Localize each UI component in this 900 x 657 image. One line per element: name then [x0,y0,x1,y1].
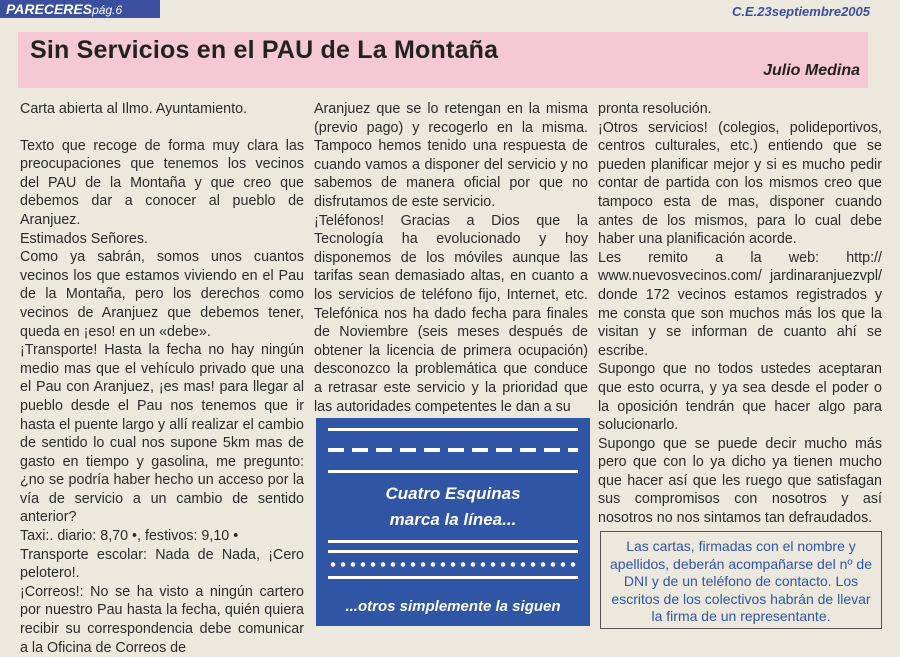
article-author: Julio Medina [763,62,860,79]
section-name: PARECERES [6,1,93,17]
paragraph: Supongo que se puede decir mucho más pero que con lo ya dicho ya tienen mucho que hacer así que les ruego que satisfagan sus compromisos con nosotros y así nosotros no nos sintamos tan defraudados. [598,435,882,527]
promo-rule [328,470,578,473]
paragraph: Estimados Señores. [20,230,148,247]
paragraph: Aranjuez que se lo retengan en la misma (previo pago) y recogerlo en la misma. Tampoco hemos tenido una respuesta de cuando vamos a disponer del servicio y no sabemos de manera oficial por que no disfrutamos de este servicio. [314,101,588,210]
editorial-note: Las cartas, firmadas con el nombre y apellidos, deberán acompañarse del nº de DNI y de un teléfono de contacto. Los escritos de los colectivos habrán de llevar la firma de un representante. [600,531,882,629]
promo-box [316,418,590,626]
paragraph: Taxi:. diario: 8,70 •, festivos: 9,10 • [20,528,239,545]
promo-line-1: Cuatro Esquinas [385,484,521,503]
masthead [0,0,900,22]
column-1 [20,100,304,657]
paragraph: Carta abierta al Ilmo. Ayuntamiento. [20,101,248,117]
paragraph: Transporte escolar: Nada de Nada, ¡Cero pelotero!. [20,546,304,582]
promo-dashes [328,448,578,452]
promo-line-3: ...otros simplemente la siguen [345,598,561,615]
promo-line-2: marca la línea... [389,510,517,529]
paragraph: ¡Correos!: No se ha visto a ningún cartero por nuestro Pau hasta la fecha, quién quiera recibir su correspondencia debe comunicar a la Oficina de Correos de [20,583,304,656]
promo-rule [328,540,578,543]
paragraph: pronta resolución. [598,101,712,117]
paragraph: Como ya sabrán, somos unos cuantos vecinos los que estamos viviendo en el Pau de la Montaña, pero los derechos como vecinos de Aranjuez que debemos tener, queda en ¡eso! en un «debe». [20,249,304,340]
promo-rule [328,576,578,579]
paragraph: Supongo que no todos ustedes aceptaran que esto ocurra, y ya sea desde el poder o la oposición tendrán que hacer algo para solucionarlo. [598,361,882,434]
column-3 [598,100,882,528]
paragraph: Les remito a la web: http:// www.nuevosvecinos.com/ jardinaranjuezvpl/ donde 172 vecinos estamos registrados y me consta que son muchos más los que la visitan y se informan de cuanto ahí se escribe. [598,249,882,359]
column-2 [314,100,588,416]
page-number: pág.6 [92,3,123,17]
promo-dots [328,562,578,567]
section-tab [0,0,160,18]
issue-date: C.E.23septiembre2005 [731,4,870,19]
paragraph: ¡Teléfonos! Gracias a Dios que la Tecnología ha evolucionado y hoy disponemos de los móviles aunque las tarifas sean demasiado altas, en cuanto a los servicios de teléfono fijo, Internet, etc. Telefónica nos ha dado fecha para finales de Noviembre (seis meses después de obtener la licencia de primera ocupación) desconozco la problemática que conduce a retrasar este servicio y la prioridad que las autoridades competentes le dan a su [314,212,588,415]
paragraph: Texto que recoge de forma muy clara las preocupaciones que tenemos los vecinos del PAU de la Montaña y que creo que debemos dar a conocer al pueblo de Aranjuez. [20,137,304,228]
promo-rule [328,550,578,553]
promo-rule [328,428,578,431]
paragraph: ¡Otros servicios! (colegios, polideportivos, centros culturales, etc.) entiendo que se pueden planificar mejor y si es mucho pedir contar de partida con los mismos creo que tampoco esta de mas, disponer cuando antes de los mismos, para lo cual debe haber una planificación acorde. [598,119,882,248]
paragraph: ¡Transporte! Hasta la fecha no hay ningún medio mas que el vehículo privado que una el Pau con Aranjuez, ¡es mas! para llegar al pueblo desde el Pau nos tenemos que ir hasta el puente largo y allí realizar el cambio de sentido lo cual nos supone 5km mas de gasto en tiempo y gasolina, me pregunto: ¿no se podría haber hecho un acceso por la vía de servicio a un cambio de sentido anterior? [20,342,304,526]
article-title: Sin Servicios en el PAU de La Montaña [30,36,499,64]
